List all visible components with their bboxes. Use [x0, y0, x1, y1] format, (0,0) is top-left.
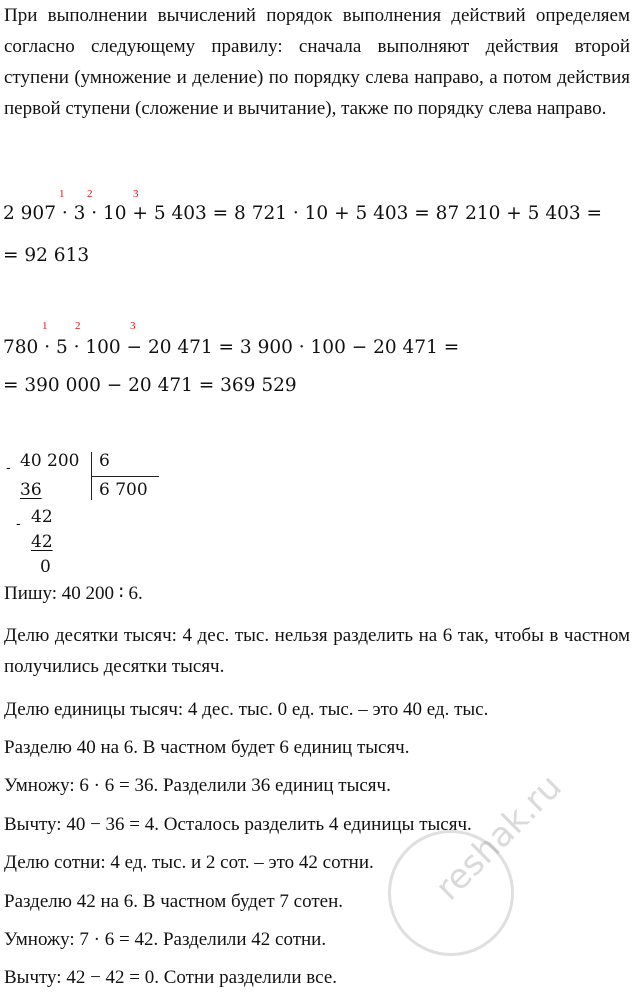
minus-sign: - [16, 516, 21, 532]
explanation-line-10: Вычту: 42 − 42 = 0. Сотни разделили все. [4, 967, 338, 988]
dividend: 40 200 [20, 451, 80, 471]
minus-sign: - [6, 460, 11, 476]
explanation-line-8: Разделю 42 на 6. В частном будет 7 сотен. [4, 891, 344, 912]
explanation-line-3: Делю единицы тысяч: 4 дес. тыс. 0 ед. тыс. – это 40 ед. тыс. [4, 699, 489, 720]
explanation-line-7: Делю сотни: 4 ед. тыс. и 2 сот. – это 42 сотни. [4, 852, 374, 873]
explanation-line-6: Вычту: 40 − 36 = 4. Осталось разделить 4 единицы тысяч. [4, 814, 472, 835]
order-mark-3: 3 [130, 320, 136, 332]
explanation-line-2: Делю десятки тысяч: 4 дес. тыс. нельзя разделить на 6 так, чтобы в частном получились десятки тысяч. [4, 625, 630, 677]
subtrahend-1: 36 [20, 480, 42, 500]
divisor: 6 [99, 451, 110, 471]
explanation-line-5: Умножу: 6 · 6 = 36. Разделили 36 единиц тысяч. [4, 775, 391, 796]
expression-2-line-2: = 390 000 − 20 471 = 369 529 [3, 375, 297, 396]
division-horizontal-line [91, 476, 159, 477]
explanation-line-9: Умножу: 7 · 6 = 42. Разделили 42 сотни. [4, 929, 327, 950]
expression-1-line-2: = 92 613 [3, 245, 90, 266]
watermark-text: reshak.ru [428, 766, 570, 909]
explanation-line-1: Пишу: 40 200 ∶ 6. [4, 583, 143, 604]
order-mark-2: 2 [75, 320, 81, 332]
explanation-line-4: Разделю 40 на 6. В частном будет 6 единиц тысяч. [4, 737, 410, 758]
order-mark-1: 1 [59, 188, 65, 200]
expression-1-line-1: 2 907 · 3 · 10 + 5 403 = 8 721 · 10 + 5 403 = 87 210 + 5 403 = [3, 203, 603, 224]
quotient: 6 700 [99, 480, 148, 500]
order-mark-1: 1 [42, 320, 48, 332]
remainder-final: 0 [40, 557, 51, 577]
remainder-1: 42 [31, 507, 53, 527]
intro-paragraph: При выполнении вычислений порядок выполнения действий определяем согласно следующему правилу: сначала выполняют действия второй ступени (умножение и деление) по порядку слева направо, а потом действия первой ступени (сложение и вычитание), также по порядку слева направо. [4, 5, 630, 119]
order-mark-2: 2 [87, 188, 93, 200]
order-mark-3: 3 [133, 188, 139, 200]
expression-2-line-1: 780 · 5 · 100 − 20 471 = 3 900 · 100 − 20 471 = [3, 337, 460, 358]
reshak-logo-watermark [388, 766, 588, 1000]
subtrahend-2: 42 [31, 532, 53, 552]
watermark-circle-icon [388, 830, 514, 956]
